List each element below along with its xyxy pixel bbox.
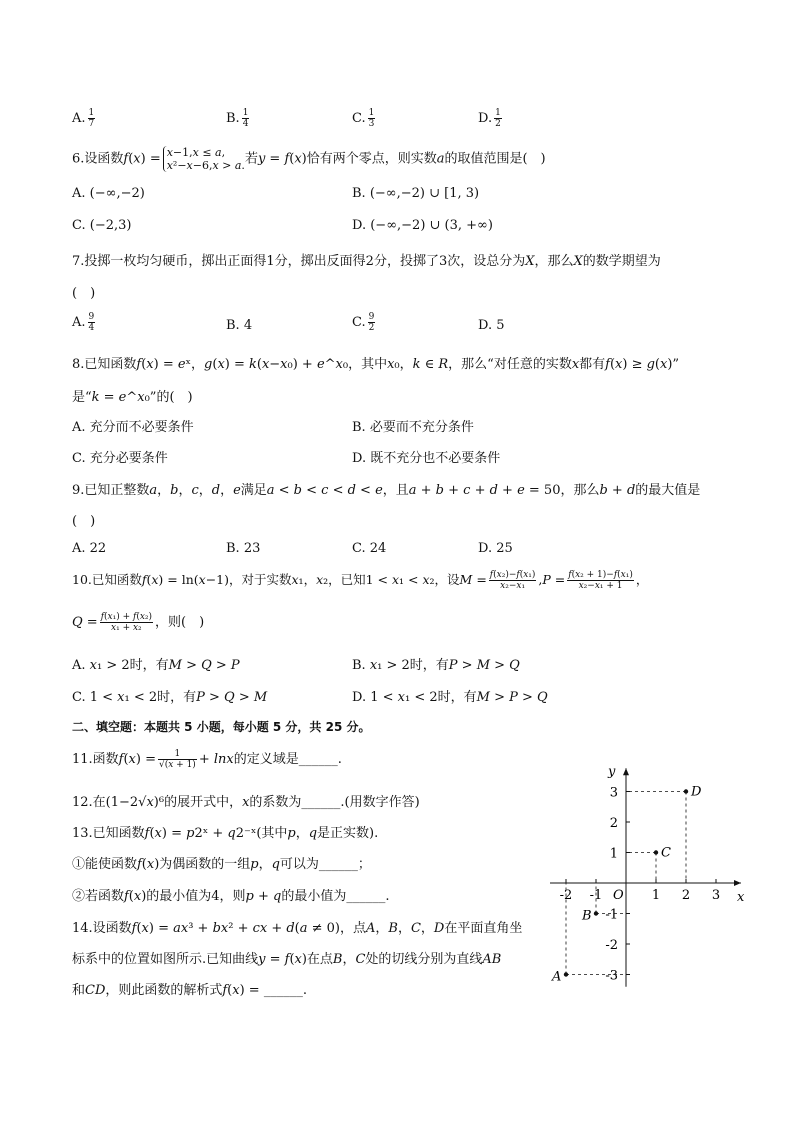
x-tick-label: 2 (681, 888, 691, 903)
q6-option-c: C. (−2,3) (72, 218, 132, 233)
q7-option-d: D. 5 (478, 318, 505, 333)
y-axis-label: y (608, 764, 616, 780)
q7-stem: 7.投掷一枚均匀硬币，掷出正面得1分，掷出反面得2分，投掷了3次，设总分为𝑋，那么𝑋的数学期望为 (72, 254, 661, 269)
q9-option-b: B. 23 (226, 541, 261, 556)
x-tick-label: -2 (559, 888, 573, 903)
q5-option-a: A. $\frac{1}{7}$ (72, 108, 95, 129)
q10-option-d: D. 1 < 𝑥₁ < 2时，有𝑀 > 𝑃 > 𝑄 (352, 690, 548, 705)
x-tick-label: -1 (589, 888, 603, 903)
point-label-D: D (691, 784, 702, 800)
q8-option-d: D. 既不充分也不必要条件 (352, 451, 501, 466)
q9-option-c: C. 24 (352, 541, 387, 556)
q12-stem: 12.在(1−2√𝑥)⁶的展开式中，𝑥的系数为______.(用数字作答) (72, 795, 420, 810)
q10-stem-2: 𝑄 = $\frac{\text{𝑓(𝑥₁) + 𝑓(𝑥₂)}}{\text{𝑥₁ + 𝑥₂}}$ ，则( ) (72, 612, 205, 633)
q8-option-a: A. 充分而不必要条件 (72, 420, 194, 435)
point-label-A: A (552, 969, 562, 985)
y-tick-label: 1 (609, 846, 618, 862)
q9-stem: 9.已知正整数𝑎，𝑏，𝑐，𝑑，𝑒满足𝑎 < 𝑏 < 𝑐 < 𝑑 < 𝑒，且𝑎 + 𝑏 + 𝑐 + 𝑑 + 𝑒 = 50，那么𝑏 + 𝑑的最大值是 (72, 483, 701, 498)
q5-option-b: B. $\frac{1}{4}$ (226, 108, 249, 129)
q10-option-b: B. 𝑥₁ > 2时，有𝑃 > 𝑀 > 𝑄 (352, 658, 520, 673)
q5-option-c: C. $\frac{1}{3}$ (352, 108, 375, 129)
point-D (684, 789, 688, 793)
q13-part2: ②若函数𝑓(𝑥)的最小值为4，则𝑝 + 𝑞的最小值为______. (72, 889, 390, 904)
q13-part1: ①能使函数𝑓(𝑥)为偶函数的一组𝑝，𝑞可以为______； (72, 857, 371, 872)
q8-stem: 8.已知函数𝑓(𝑥) = 𝑒ˣ，𝑔(𝑥) = 𝑘(𝑥−𝑥₀) + 𝑒^𝑥₀，其中𝑥₀，𝑘 ∈ 𝑅，那么“对任意的实数𝑥都有𝑓(𝑥) ≥ 𝑔(𝑥)” (72, 357, 680, 372)
section-heading: 二、填空题：本题共 5 小题，每小题 5 分，共 25 分。 (72, 720, 371, 734)
q14-stem: 14.设函数𝑓(𝑥) = 𝑎𝑥³ + 𝑏𝑥² + 𝑐𝑥 + 𝑑(𝑎 ≠ 0)，点𝐴，𝐵，𝐶，𝐷在平面直角坐 (72, 921, 523, 936)
y-axis-arrow (623, 768, 629, 775)
y-tick-label: 3 (609, 785, 618, 801)
point-label-C: C (661, 845, 671, 861)
q8-option-b: B. 必要而不充分条件 (352, 420, 474, 435)
q14-stem-3: 和𝐶𝐷，则此函数的解析式𝑓(𝑥) = ______. (72, 983, 307, 998)
q9-paren: ( ) (72, 514, 96, 529)
q6-option-a: A. (−∞,−2) (72, 186, 145, 201)
y-tick-label: -1 (605, 907, 618, 923)
point-A (564, 972, 568, 976)
origin-label: O (613, 888, 624, 903)
q7-option-c: C. $\frac{9}{2}$ (352, 312, 375, 333)
x-axis-label: x (737, 890, 745, 905)
q13-stem: 13.已知函数𝑓(𝑥) = 𝑝2ˣ + 𝑞2⁻ˣ(其中𝑝，𝑞是正实数). (72, 826, 379, 841)
point-C (654, 850, 658, 854)
q8-stem-2: 是“𝑘 = 𝑒^𝑥₀”的( ) (72, 390, 193, 405)
x-tick-label: 3 (711, 888, 721, 903)
y-tick-label: -2 (605, 938, 618, 953)
q7-option-b: B. 4 (226, 318, 253, 333)
point-label-B: B (582, 908, 592, 924)
coordinate-figure (545, 760, 745, 1000)
q5-option-d: D. $\frac{1}{2}$ (478, 108, 501, 129)
q9-option-a: A. 22 (72, 541, 107, 556)
q6-option-d: D. (−∞,−2) ∪ (3, +∞) (352, 218, 493, 233)
q7-option-a: A. $\frac{9}{4}$ (72, 312, 95, 333)
x-axis-arrow (734, 880, 741, 886)
q7-paren: ( ) (72, 286, 96, 301)
q10-option-a: A. 𝑥₁ > 2时，有𝑀 > 𝑄 > 𝑃 (72, 658, 240, 673)
q14-stem-2: 标系中的位置如图所示.已知曲线𝑦 = 𝑓(𝑥)在点𝐵，𝐶处的切线分别为直线𝐴𝐵 (72, 952, 502, 967)
q6-option-b: B. (−∞,−2) ∪ [1, 3) (352, 186, 480, 201)
q10-option-c: C. 1 < 𝑥₁ < 2时，有𝑃 > 𝑄 > 𝑀 (72, 690, 268, 705)
q8-option-c: C. 充分必要条件 (72, 451, 168, 466)
y-tick-label: 2 (609, 816, 618, 831)
q9-option-d: D. 25 (478, 541, 513, 556)
q11-stem: 11.函数𝑓(𝑥) = $\frac{1}{\text{√(𝑥 + 1)}}$ + 𝑙𝑛𝑥的定义域是______. (72, 749, 342, 770)
x-tick-label: 1 (651, 888, 661, 903)
y-tick-label: -3 (605, 968, 618, 984)
q10-stem: 10.已知函数𝑓(𝑥) = ln(𝑥−1)，对于实数𝑥₁，𝑥₂，已知1 < 𝑥₁ < 𝑥₂，设𝑀 = $\frac{\text{𝑓(𝑥₂)−𝑓(𝑥₁)}}{\text{𝑥₂−𝑥₁}}$ ,𝑃 = $\frac{\text{𝑓(𝑥₂ + 1)−𝑓(𝑥₁)}}{\text{𝑥₂−𝑥₁ + 1}}$ ， (72, 570, 649, 591)
q6-stem: 6.设函数𝑓(𝑥) = 𝑥−1,𝑥 ≤ 𝑎, 𝑥²−𝑥−6,𝑥 > 𝑎.若𝑦 = 𝑓(𝑥)恰有两个零点，则实数𝑎的取值范围是( ) (72, 146, 546, 172)
point-B (594, 911, 598, 915)
